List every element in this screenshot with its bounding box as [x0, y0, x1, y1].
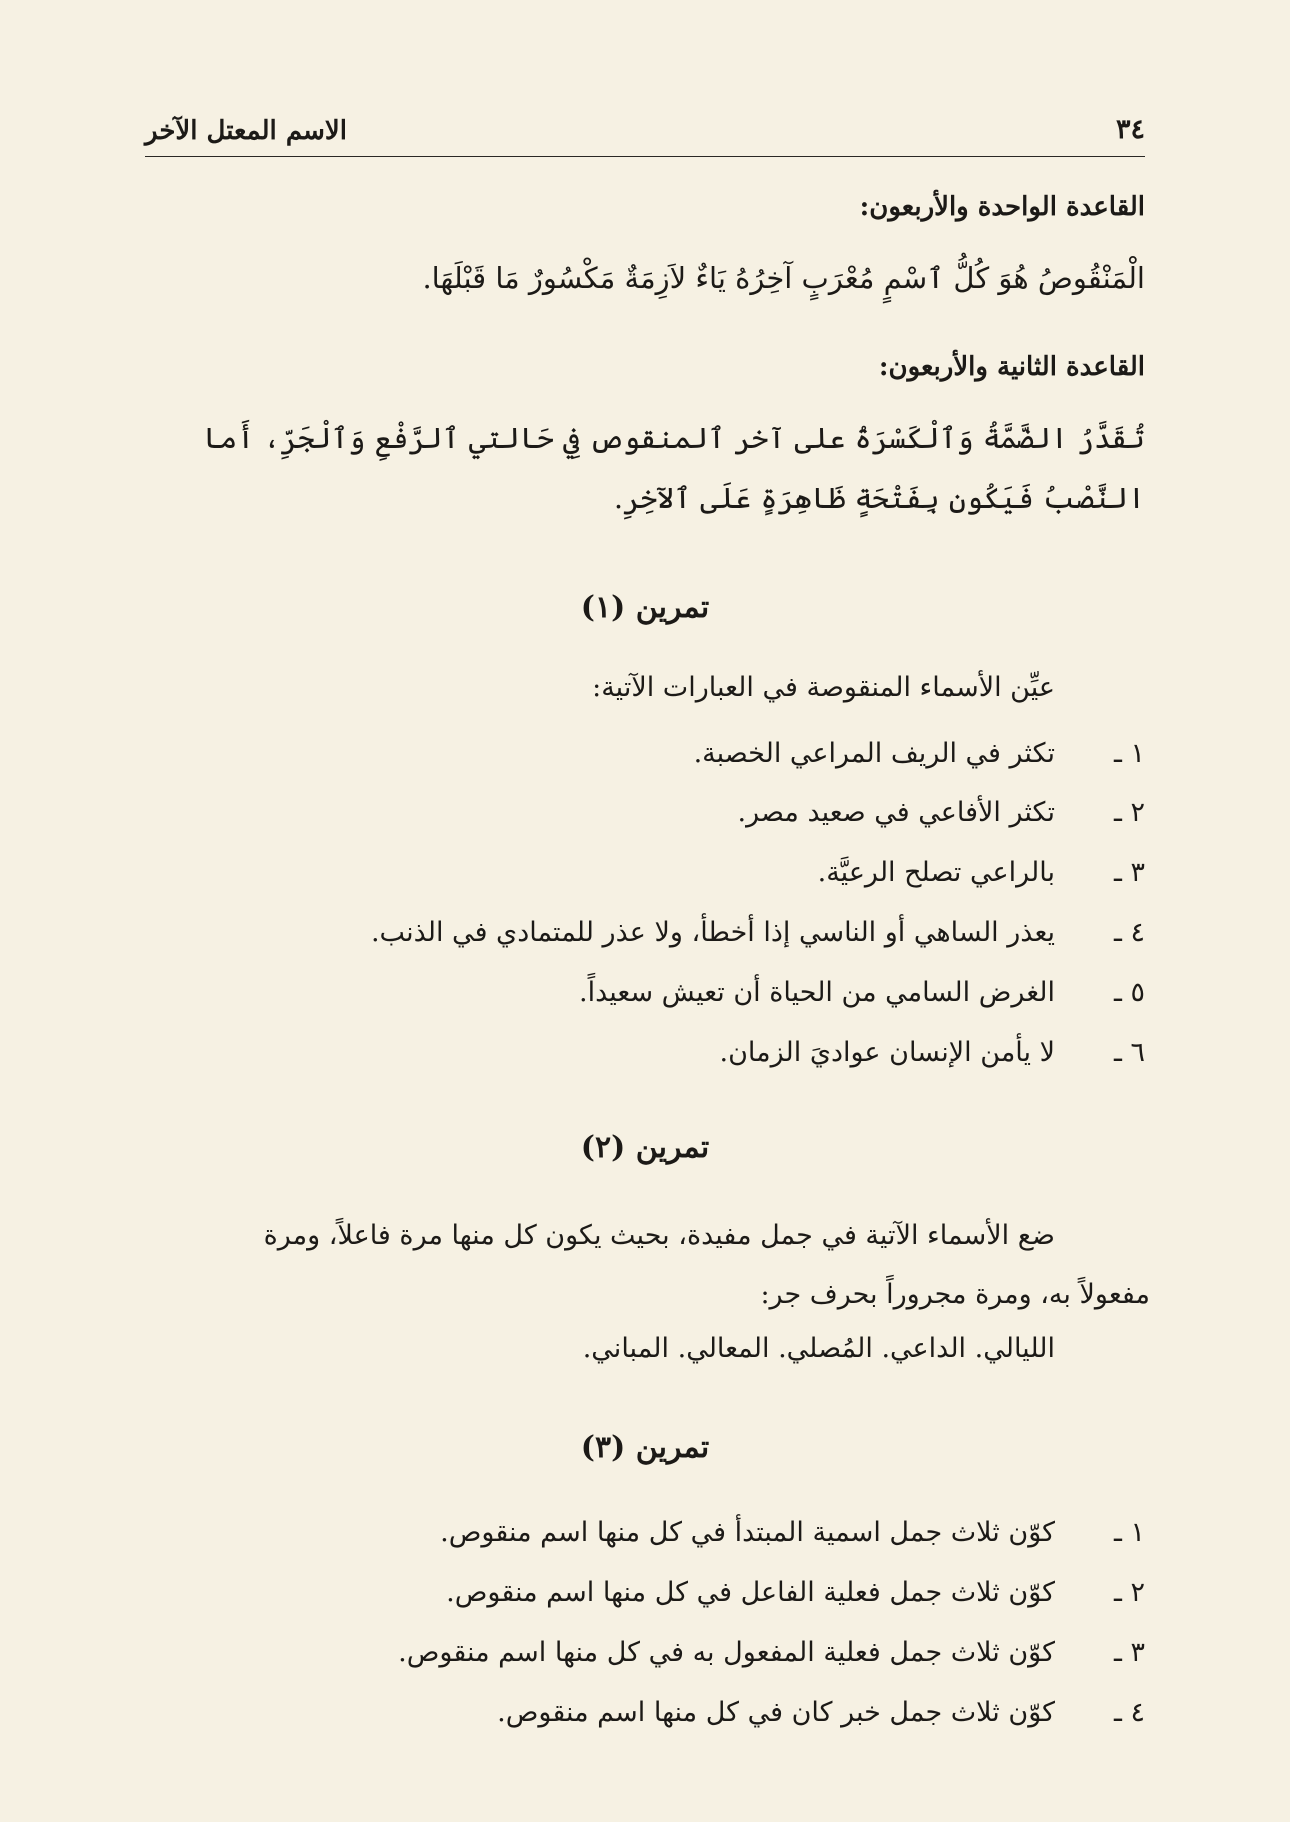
item-number: ١ ـ	[1113, 1517, 1145, 1548]
page-number: ٣٤	[1115, 114, 1145, 145]
exercise-1-item	[720, 1037, 1145, 1068]
item-text: تكثر في الريف المراعي الخصبة.	[693, 738, 1055, 769]
exercise-2-title: تمرين (٢)	[580, 1130, 710, 1165]
item-text: لا يأمن الإنسان عواديَ الزمان.	[719, 1037, 1055, 1068]
exercise-2-instruction	[140, 1206, 1150, 1324]
item-text: كوّن ثلاث جمل فعلية المفعول به في كل منها اسم منقوص.	[398, 1637, 1055, 1668]
rule-42-heading: القاعدة الثانية والأربعون:	[878, 352, 1145, 382]
item-text: كوّن ثلاث جمل خبر كان في كل منها اسم منقوص.	[497, 1697, 1055, 1728]
exercise-1-item	[738, 797, 1146, 828]
running-header	[145, 112, 1145, 157]
exercise-3-title: تمرين (٣)	[580, 1430, 710, 1465]
item-number: ٢ ـ	[1113, 797, 1145, 828]
exercise-1-item	[818, 857, 1145, 888]
rule-42-text: تُقَدَّرُ الضَّمَّةُ وَٱلْكَسْرَةُ على آخر ٱلمنقوص فِي حَالتي ٱلرَّفْعِ وَٱلْجَرِّ، أَما النَّصْبُ فَيَكُون بِفَتْحَةٍ ظَاهِرَةٍ عَلَى ٱلآخِرِ.	[203, 421, 1145, 515]
rule-41-heading: القاعدة الواحدة والأربعون:	[859, 192, 1145, 222]
exercise-3-item	[398, 1637, 1145, 1668]
item-number: ١ ـ	[1113, 738, 1145, 769]
item-text: تكثر الأفاعي في صعيد مصر.	[737, 797, 1055, 828]
item-text: بالراعي تصلح الرعيَّة.	[817, 857, 1055, 888]
item-text: الغرض السامي من الحياة أن تعيش سعيداً.	[579, 977, 1055, 1008]
item-number: ٤ ـ	[1113, 1697, 1145, 1728]
instruction-line-2: مفعولاً به، ومرة مجروراً بحرف جر:	[760, 1279, 1150, 1310]
exercise-1-instruction: عيِّن الأسماء المنقوصة في العبارات الآتية:	[592, 672, 1055, 703]
item-number: ٤ ـ	[1113, 917, 1145, 948]
exercise-1-item	[694, 738, 1145, 769]
item-number: ٣ ـ	[1113, 857, 1145, 888]
exercise-3-item	[440, 1517, 1145, 1548]
exercise-1-title: تمرين (١)	[580, 590, 710, 625]
exercise-3-item	[497, 1697, 1145, 1728]
item-number: ٢ ـ	[1113, 1577, 1145, 1608]
exercise-1-item	[371, 917, 1145, 948]
item-number: ٥ ـ	[1113, 977, 1145, 1008]
instruction-line-1: ضع الأسماء الآتية في جمل مفيدة، بحيث يكون كل منها مرة فاعلاً، ومرة	[263, 1220, 1055, 1251]
running-title: الاسم المعتل الآخر	[145, 116, 347, 146]
item-text: كوّن ثلاث جمل اسمية المبتدأ في كل منها اسم منقوص.	[440, 1517, 1055, 1548]
item-text: كوّن ثلاث جمل فعلية الفاعل في كل منها اسم منقوص.	[446, 1577, 1055, 1608]
exercise-3-item	[446, 1577, 1145, 1608]
exercise-1-item	[579, 977, 1145, 1008]
exercise-2-word-list: الليالي. الداعي. المُصلي. المعالي. المباني.	[582, 1333, 1055, 1364]
rule-41-text: الْمَنْقُوصُ هُوَ كُلُّ ٱسْمٍ مُعْرَبٍ آخِرُهُ يَاءٌ لاَزِمَةٌ مَكْسُورٌ مَا قَبْلَهَا.	[422, 261, 1145, 295]
item-number: ٣ ـ	[1113, 1637, 1145, 1668]
item-text: يعذر الساهي أو الناسي إذا أخطأ، ولا عذر للمتمادي في الذنب.	[370, 917, 1055, 948]
item-number: ٦ ـ	[1113, 1037, 1145, 1068]
